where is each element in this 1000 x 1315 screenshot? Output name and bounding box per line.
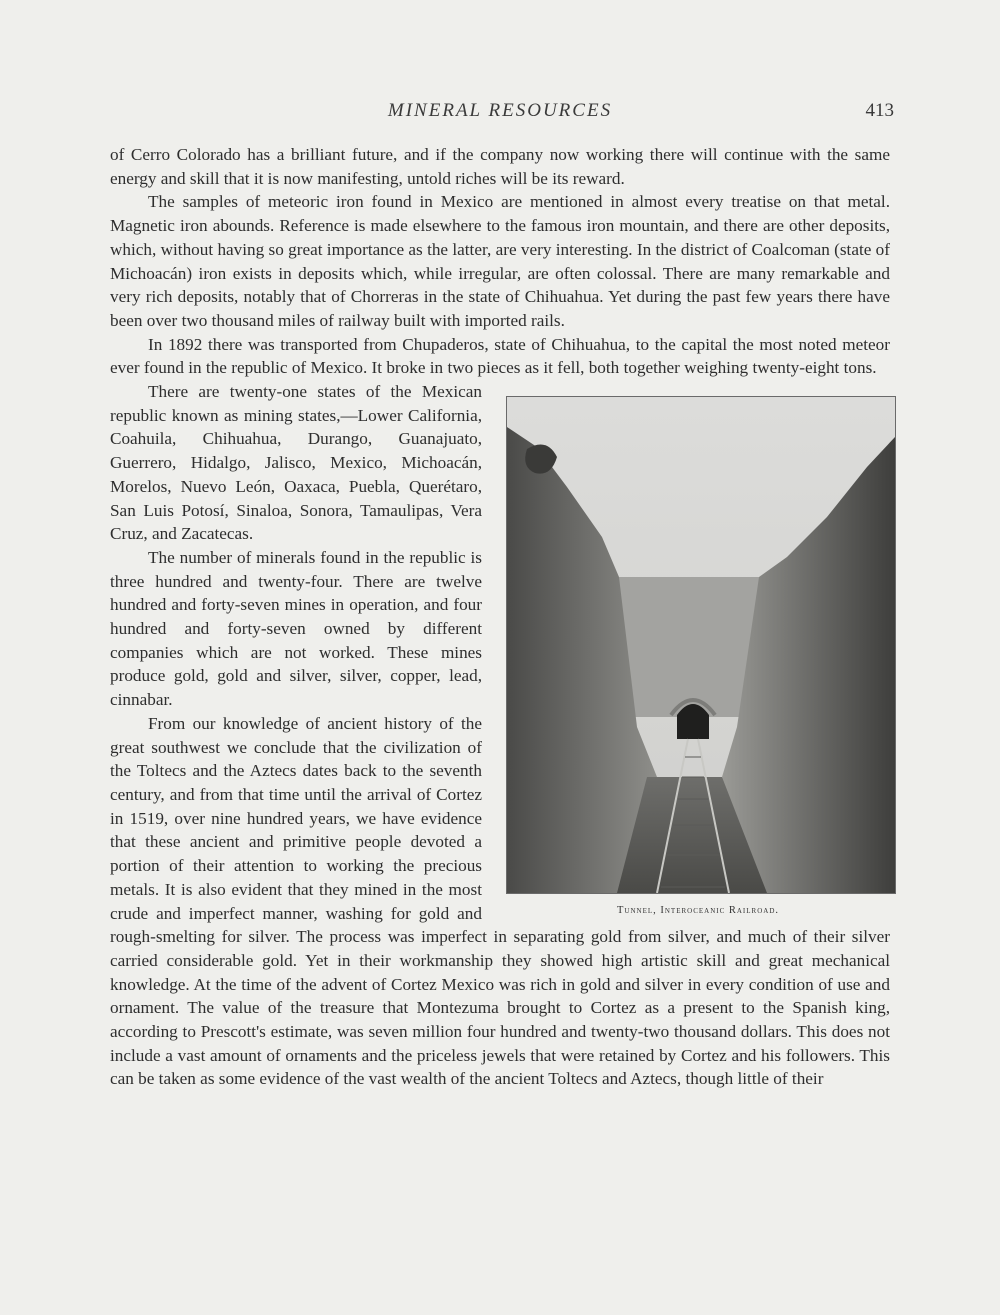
page-number: 413: [865, 100, 894, 121]
paragraph: There are twenty-one states of the Mexican republic known as mining states,—Lower California, Coahuila, Chihuahua, Durango, Guanajuato, Guerrero, Hidalgo, Jalisco, Mexico, Michoacán, Morelos, Nuevo León, Oaxaca, Puebla, Querétaro, San Luis Potosí, Sinaloa, Sonora, Tamaulipas, Vera Cruz, and Zacatecas.: [110, 382, 482, 544]
paragraph: The number of minerals found in the republic is three hundred and twenty-four. There are twelve hundred and forty-seven mines in operation, and four hundred and forty-seven owned by different companies which are not worked. These mines produce gold, gold and silver, silver, copper, lead, cinnabar.: [110, 547, 482, 710]
plate-figure: [496, 396, 900, 916]
tunnel-photo-illustration: [507, 397, 895, 893]
plate-caption: Tunnel, Interoceanic Railroad.: [616, 905, 779, 917]
running-head: [110, 100, 894, 126]
paragraph: From our knowledge of ancient history of the great southwest we conclude that the civilization of the Toltecs and the Aztecs dates back to the seventh century, and from that time until the arrival of Cortez in 1519, over nine hundred years, we have evidence that these ancient and primitive people devoted a portion of their attention to working the precious metals. It is also evident that they mined in the most crude and imperfect manner, washing for gold and rough-smelting for silver. The process was imperfect in separating gold from silver, and much of their silver carried considerable gold. Yet in their workmanship they showed high artistic skill and great mechanical knowledge. At the time of the advent of Cortez Mexico was rich in gold and silver in every condition of use and ornament. The value of the treasure that Montezuma brought to Cortez as a present to the Spanish king, according to Prescott's estimate, was seven million four hundred and twenty-two thousand dollars. This does not include a vast amount of ornaments and the priceless jewels that were retained by Cortez and his followers. This can be taken as some evidence of the vast wealth of the ancient Toltecs and Aztecs, though little of their: [110, 713, 890, 1089]
body-text: [110, 143, 890, 1091]
paragraph: The samples of meteoric iron found in Mexico are mentioned in almost every treatise on that metal. Magnetic iron abounds. Reference is made elsewhere to the famous iron mountain, and there are other deposits, which, without having so great importance as the latter, are very interesting. In the district of Coalcoman (state of Michoacán) iron exists in deposits which, while irregular, are often colossal. There are many remarkable and very rich deposits, notably that of Chorreras in the state of Chihuahua. Yet during the past few years there have been over two thousand miles of railway built with imported rails.: [110, 192, 890, 330]
paragraph: of Cerro Colorado has a brilliant future, and if the company now working there will continue with the same energy and skill that it is now manifesting, untold riches will be its reward.: [110, 145, 890, 188]
railroad-tunnel-photo: [506, 396, 896, 894]
paragraph: In 1892 there was transported from Chupaderos, state of Chihuahua, to the capital the most noted meteor ever found in the republic of Mexico. It broke in two pieces as it fell, both together weighing twenty-eight tons.: [110, 334, 890, 378]
running-title: MINERAL RESOURCES: [387, 100, 613, 121]
